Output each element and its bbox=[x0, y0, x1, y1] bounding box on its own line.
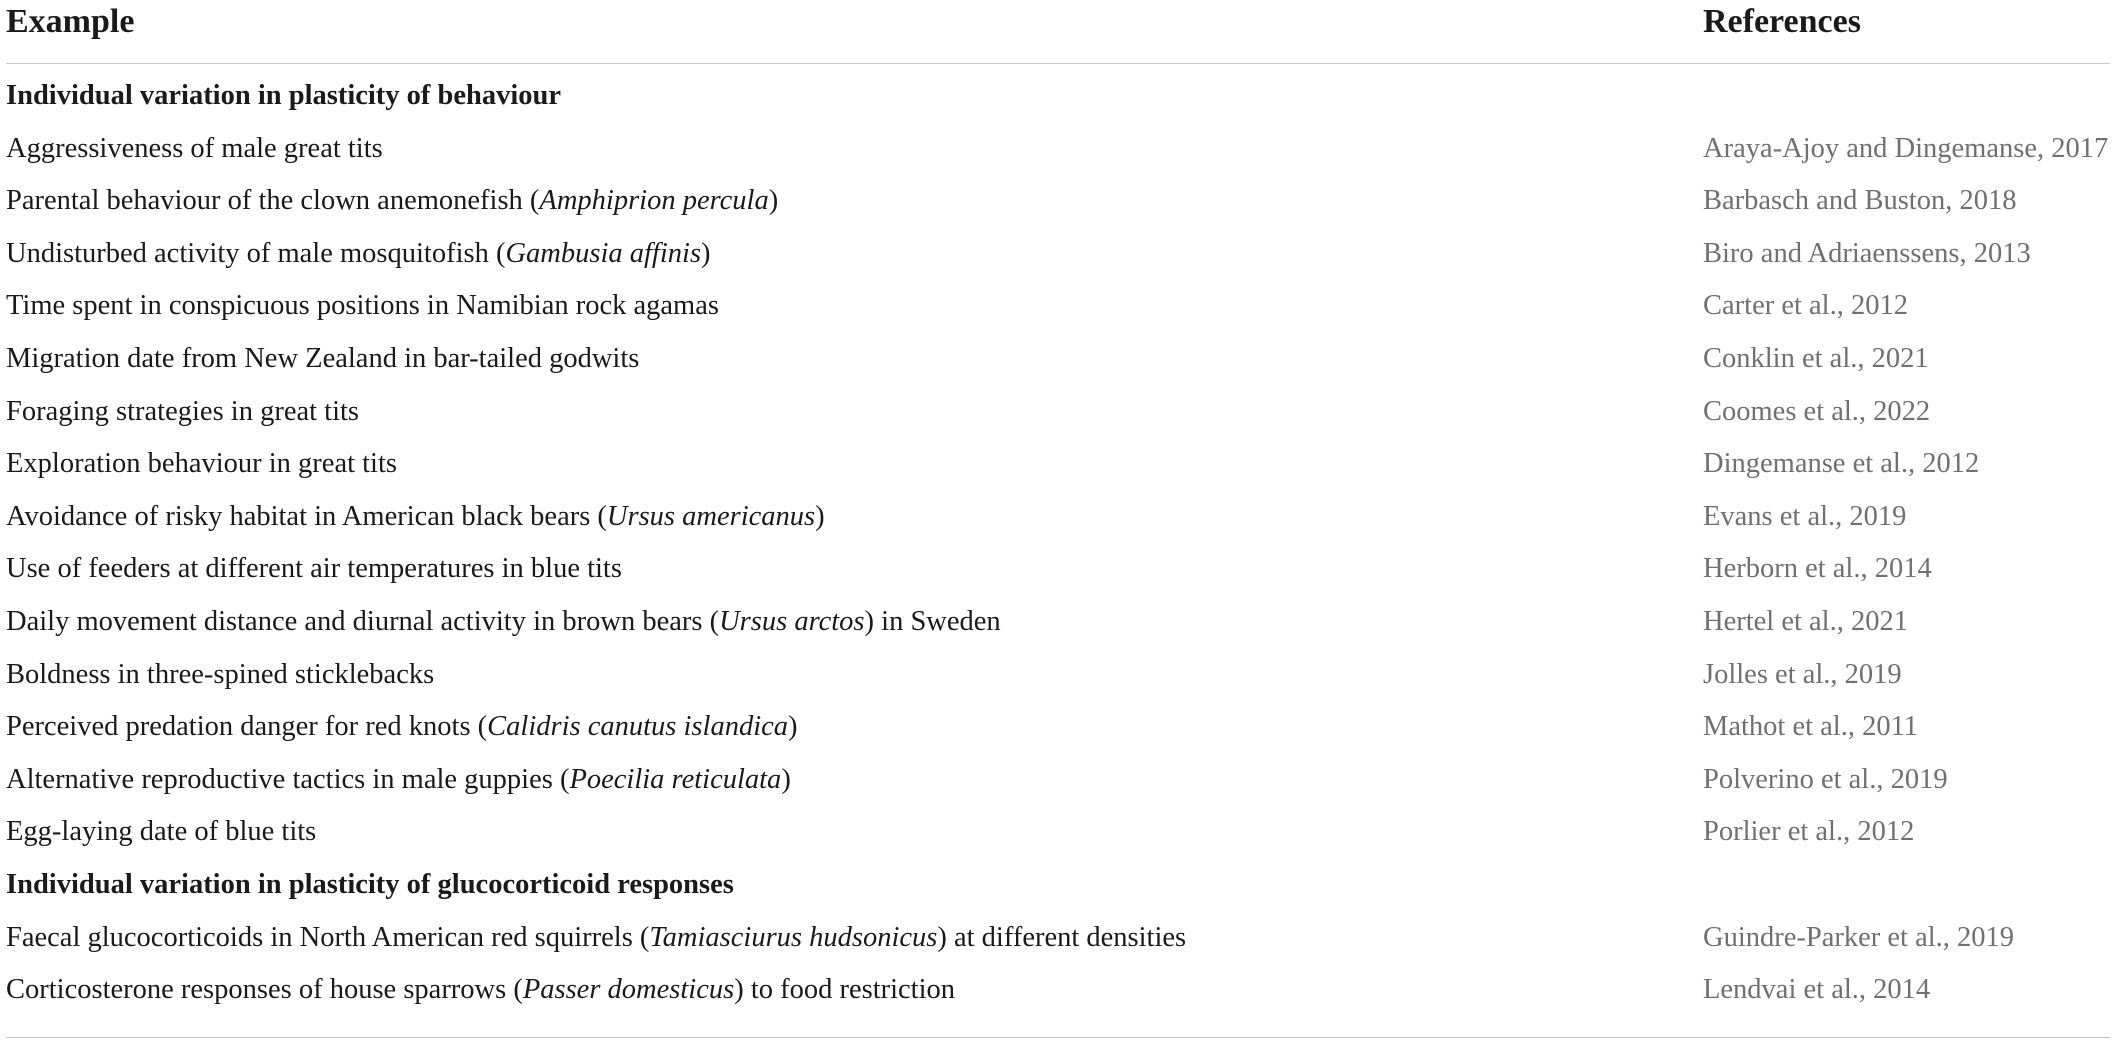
example-text: Boldness in three-spined sticklebacks bbox=[6, 658, 435, 690]
table-row bbox=[6, 594, 2110, 647]
header-example: Example bbox=[6, 3, 135, 40]
example-text: Individual variation in plasticity of glucocorticoid responses bbox=[6, 868, 734, 900]
table-row bbox=[6, 278, 2110, 331]
species-name: Poecilia reticulata bbox=[569, 763, 782, 795]
example-text: Parental behaviour of the clown anemonefish ( bbox=[6, 185, 540, 217]
reference-cell: Mathot et al., 2011 bbox=[1703, 711, 1919, 743]
example-cell bbox=[6, 132, 383, 166]
reference-cell: Barbasch and Buston, 2018 bbox=[1703, 185, 2017, 217]
example-text: Exploration behaviour in great tits bbox=[6, 448, 397, 480]
example-text: ) bbox=[781, 763, 791, 795]
reference-cell: Lendvai et al., 2014 bbox=[1703, 974, 1931, 1006]
example-text: ) bbox=[768, 185, 779, 217]
table-row bbox=[6, 173, 2110, 226]
table-row bbox=[6, 226, 2110, 279]
example-cell bbox=[6, 763, 791, 797]
table-row bbox=[6, 541, 2110, 594]
species-name: Ursus americanus bbox=[606, 500, 816, 532]
example-cell bbox=[6, 815, 316, 849]
reference-cell: Polverino et al., 2019 bbox=[1703, 763, 1948, 795]
table-row bbox=[6, 331, 2110, 384]
species-name: Calidris canutus islandica bbox=[487, 711, 789, 743]
table-row bbox=[6, 384, 2110, 437]
reference-cell: Hertel et al., 2021 bbox=[1703, 605, 1908, 637]
example-text: ) bbox=[815, 500, 825, 532]
example-text: Undisturbed activity of male mosquitofish ( bbox=[6, 237, 506, 269]
table-row bbox=[6, 910, 2110, 963]
example-text: Time spent in conspicuous positions in Namibian rock agamas bbox=[6, 290, 719, 322]
species-name: Gambusia affinis bbox=[505, 237, 702, 269]
header-references: References bbox=[1703, 3, 1861, 40]
table-row bbox=[6, 489, 2110, 542]
reference-cell: Porlier et al., 2012 bbox=[1703, 816, 1915, 848]
reference-cell: Evans et al., 2019 bbox=[1703, 500, 1907, 532]
example-cell bbox=[6, 237, 711, 271]
section-heading-row bbox=[6, 857, 2110, 910]
example-text: Corticosterone responses of house sparrows ( bbox=[6, 974, 523, 1006]
example-cell bbox=[6, 552, 622, 586]
reference-cell: Herborn et al., 2014 bbox=[1703, 553, 1932, 585]
example-cell bbox=[6, 184, 778, 218]
example-text: Use of feeders at different air temperatures in blue tits bbox=[6, 553, 622, 585]
reference-cell: Conklin et al., 2021 bbox=[1703, 342, 1929, 374]
species-name: Tamiasciurus hudsonicus bbox=[649, 921, 938, 953]
reference-cell: Biro and Adriaenssens, 2013 bbox=[1703, 237, 2031, 269]
example-text: Aggressiveness of male great tits bbox=[6, 132, 383, 164]
reference-cell: Jolles et al., 2019 bbox=[1703, 658, 1902, 690]
example-text: Avoidance of risky habitat in American black bears ( bbox=[6, 500, 607, 532]
example-text: Perceived predation danger for red knots ( bbox=[6, 711, 488, 743]
example-cell bbox=[6, 973, 955, 1007]
example-text: Faecal glucocorticoids in North American red squirrels ( bbox=[6, 921, 650, 953]
example-text: Foraging strategies in great tits bbox=[6, 395, 360, 427]
example-cell bbox=[6, 395, 359, 429]
example-text: Alternative reproductive tactics in male guppies ( bbox=[6, 763, 570, 795]
example-cell bbox=[6, 500, 825, 534]
reference-cell: Guindre-Parker et al., 2019 bbox=[1703, 921, 2015, 953]
table-bottom-rule bbox=[6, 1037, 2110, 1038]
species-name: Ursus arctos bbox=[719, 605, 865, 637]
table-row bbox=[6, 962, 2110, 1015]
table-row bbox=[6, 121, 2110, 174]
table-row bbox=[6, 752, 2110, 805]
example-text: ) to food restriction bbox=[734, 974, 956, 1006]
section-heading bbox=[6, 868, 734, 902]
table-row bbox=[6, 647, 2110, 700]
example-cell bbox=[6, 710, 798, 744]
example-cell bbox=[6, 921, 1186, 955]
species-name: Amphiprion percula bbox=[539, 185, 769, 217]
example-text: ) bbox=[788, 711, 798, 743]
section-heading-row bbox=[6, 68, 2110, 121]
table-row bbox=[6, 804, 2110, 857]
example-cell bbox=[6, 605, 1001, 639]
example-cell bbox=[6, 658, 434, 692]
example-text: ) in Sweden bbox=[864, 605, 1001, 637]
table-row bbox=[6, 436, 2110, 489]
example-text: ) at different densities bbox=[937, 921, 1187, 953]
reference-cell: Dingemanse et al., 2012 bbox=[1703, 448, 1980, 480]
table-header bbox=[6, 0, 2110, 64]
example-cell bbox=[6, 342, 639, 376]
reference-cell: Coomes et al., 2022 bbox=[1703, 395, 1931, 427]
reference-cell: Carter et al., 2012 bbox=[1703, 290, 1908, 322]
example-cell bbox=[6, 289, 719, 323]
table-row bbox=[6, 699, 2110, 752]
example-cell bbox=[6, 447, 397, 481]
table-body bbox=[6, 68, 2110, 1015]
example-text: Egg-laying date of blue tits bbox=[6, 816, 317, 848]
example-text: ) bbox=[701, 237, 711, 269]
section-heading bbox=[6, 79, 561, 113]
examples-table bbox=[6, 0, 2110, 1015]
example-text: Daily movement distance and diurnal activity in brown bears ( bbox=[6, 605, 720, 637]
reference-cell: Araya-Ajoy and Dingemanse, 2017 bbox=[1703, 132, 2109, 164]
species-name: Passer domesticus bbox=[522, 974, 735, 1006]
example-text: Individual variation in plasticity of behaviour bbox=[6, 80, 562, 111]
example-text: Migration date from New Zealand in bar-tailed godwits bbox=[6, 342, 640, 374]
